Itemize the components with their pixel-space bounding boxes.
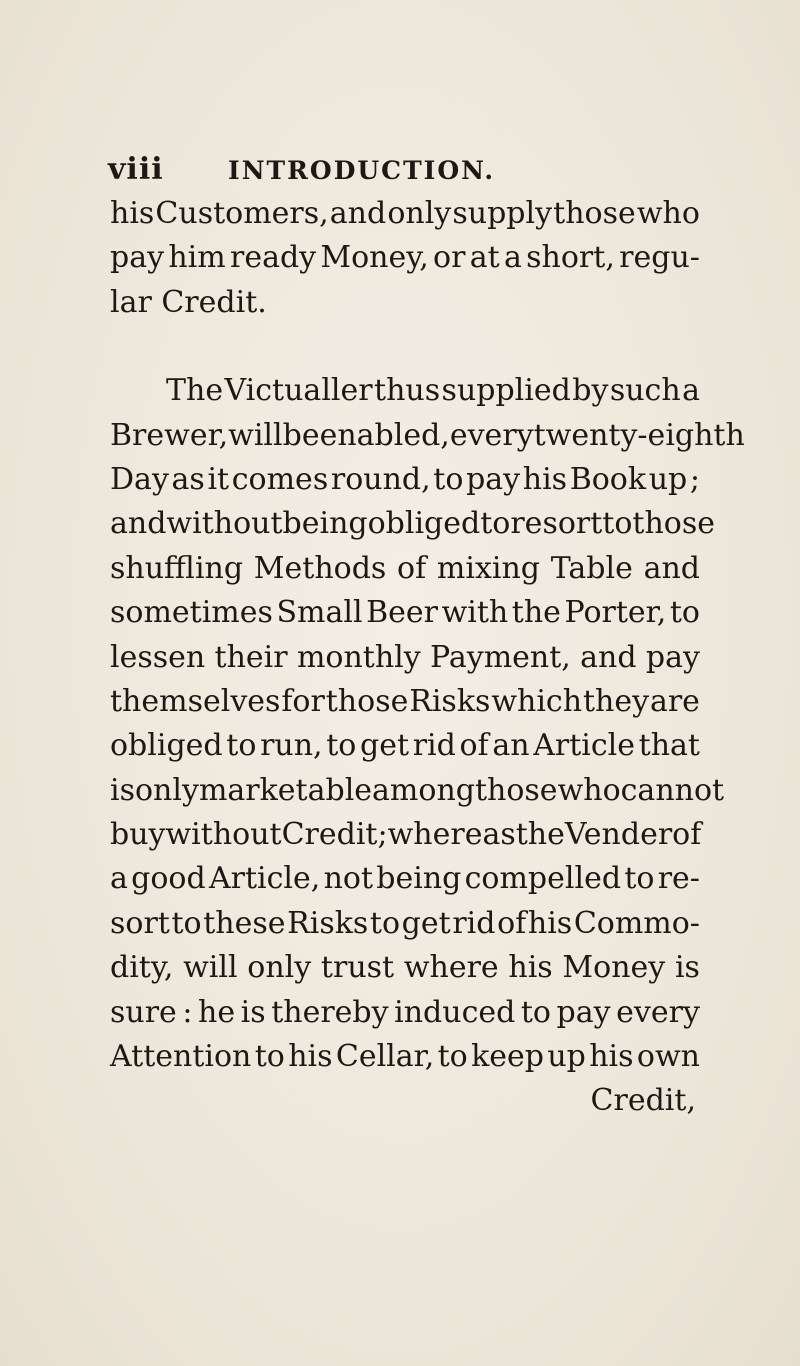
word: Beer bbox=[366, 595, 439, 631]
word: Payment, bbox=[430, 639, 571, 675]
word: his bbox=[288, 1039, 333, 1075]
text-line bbox=[110, 680, 700, 724]
running-title: INTRODUCTION. bbox=[228, 156, 496, 185]
text-line bbox=[110, 857, 700, 901]
word: every bbox=[616, 994, 700, 1030]
word: short, bbox=[526, 240, 615, 276]
word: and bbox=[580, 639, 637, 675]
word: Victualler bbox=[224, 373, 373, 409]
text-line bbox=[110, 813, 700, 857]
word: every bbox=[449, 417, 534, 453]
word: mixing bbox=[436, 550, 541, 586]
text-line bbox=[110, 458, 700, 502]
word: to bbox=[624, 861, 655, 897]
word: being bbox=[376, 861, 462, 897]
word: obliged bbox=[367, 506, 481, 542]
body-text bbox=[110, 192, 745, 1124]
word: thereby bbox=[271, 994, 389, 1030]
word: only bbox=[247, 950, 312, 986]
word: is bbox=[674, 950, 700, 986]
word: an bbox=[492, 728, 530, 764]
word: which bbox=[491, 683, 583, 719]
text-line bbox=[110, 192, 700, 236]
word: to bbox=[369, 905, 401, 941]
word: lar Credit. bbox=[110, 284, 267, 320]
word: not bbox=[323, 861, 374, 897]
word: ready bbox=[229, 240, 317, 276]
word: trust bbox=[320, 950, 395, 986]
word: the bbox=[515, 817, 565, 853]
word: to bbox=[226, 728, 257, 764]
word: pay bbox=[556, 994, 611, 1030]
word: his bbox=[527, 905, 573, 941]
word: those bbox=[632, 506, 716, 542]
word: is bbox=[110, 772, 135, 808]
word: to bbox=[437, 1039, 468, 1075]
word: Porter, bbox=[564, 595, 667, 631]
word: and bbox=[643, 550, 700, 586]
word: lessen bbox=[110, 639, 206, 675]
word: Risks bbox=[287, 905, 369, 941]
word: Methods bbox=[253, 550, 387, 586]
word: obliged bbox=[110, 728, 223, 764]
word: induced bbox=[394, 994, 516, 1030]
word: resort bbox=[510, 506, 603, 542]
word: pay bbox=[110, 240, 165, 276]
word: for bbox=[281, 683, 325, 719]
word: shuffling bbox=[110, 550, 244, 586]
word: Small bbox=[276, 595, 363, 631]
word: up bbox=[648, 461, 688, 497]
word: who bbox=[636, 196, 700, 231]
word: his bbox=[589, 1039, 634, 1075]
word: only bbox=[387, 196, 452, 231]
text-line bbox=[110, 236, 700, 280]
text-line bbox=[110, 636, 700, 680]
word: those bbox=[553, 196, 636, 231]
word: the bbox=[511, 595, 561, 631]
word: a bbox=[682, 373, 700, 409]
word: by bbox=[572, 373, 609, 409]
word: round, bbox=[330, 461, 431, 497]
word: get bbox=[360, 728, 410, 764]
word: will bbox=[183, 950, 238, 986]
word: a bbox=[110, 861, 128, 897]
word: are bbox=[649, 683, 700, 719]
catchword-line bbox=[110, 1079, 700, 1123]
word: of bbox=[459, 728, 489, 764]
word: among bbox=[372, 772, 475, 808]
word: : bbox=[182, 994, 193, 1030]
word: rid bbox=[452, 905, 496, 941]
word: to bbox=[254, 1039, 285, 1075]
text-line bbox=[110, 591, 700, 635]
word: sort bbox=[110, 905, 170, 941]
word: compelled bbox=[464, 861, 622, 897]
word: Book bbox=[569, 461, 647, 497]
word: get bbox=[401, 905, 451, 941]
word: where bbox=[403, 950, 499, 986]
text-line bbox=[110, 991, 700, 1035]
word: enabled, bbox=[319, 417, 450, 453]
word: to bbox=[326, 728, 357, 764]
word: ; bbox=[689, 461, 700, 497]
word: Table bbox=[550, 550, 633, 586]
word: sure bbox=[110, 994, 177, 1030]
word: is bbox=[240, 994, 266, 1030]
word: him bbox=[168, 240, 226, 276]
paragraph-gap bbox=[110, 325, 700, 369]
word: to bbox=[669, 595, 700, 631]
word: without bbox=[165, 817, 282, 853]
word: Cellar, bbox=[335, 1039, 435, 1075]
text-line bbox=[110, 547, 700, 591]
word: rid bbox=[412, 728, 456, 764]
word: who bbox=[557, 772, 621, 808]
word: those bbox=[325, 683, 409, 719]
word: and bbox=[110, 506, 167, 542]
word: pay bbox=[645, 639, 700, 675]
word: supplied bbox=[441, 373, 571, 409]
word: own bbox=[636, 1039, 700, 1075]
text-line bbox=[110, 281, 700, 325]
word: Day bbox=[110, 461, 169, 497]
word: his bbox=[522, 461, 568, 497]
word: their bbox=[214, 639, 288, 675]
word: Brewer, bbox=[110, 417, 229, 453]
word: only bbox=[135, 772, 199, 808]
word: a bbox=[503, 240, 522, 276]
word: being bbox=[282, 506, 368, 542]
word: to bbox=[480, 506, 511, 542]
word: Article bbox=[533, 728, 636, 764]
word: twenty-eighth bbox=[533, 417, 745, 453]
word: he bbox=[198, 994, 236, 1030]
word: of bbox=[672, 817, 702, 853]
word: whereas bbox=[387, 817, 516, 853]
text-line bbox=[110, 724, 700, 768]
word: monthly bbox=[296, 639, 421, 675]
word: ; bbox=[377, 817, 388, 853]
word: Customers, bbox=[155, 196, 329, 231]
text-line bbox=[110, 369, 700, 413]
word: they bbox=[582, 683, 650, 719]
word: Money, bbox=[320, 240, 429, 276]
word: Commo- bbox=[573, 905, 700, 941]
word: without bbox=[166, 506, 283, 542]
word: Risks bbox=[409, 683, 491, 719]
word: those bbox=[474, 772, 558, 808]
word: cannot bbox=[620, 772, 725, 808]
page-number: viii bbox=[108, 152, 164, 187]
word: up bbox=[547, 1039, 586, 1075]
word: these bbox=[203, 905, 286, 941]
text-line bbox=[110, 414, 745, 458]
word: such bbox=[609, 373, 681, 409]
text-line bbox=[110, 502, 716, 546]
word: of bbox=[397, 550, 427, 586]
word: sometimes bbox=[110, 595, 273, 631]
word: re- bbox=[657, 861, 700, 897]
word: comes bbox=[231, 461, 329, 497]
word: Money bbox=[562, 950, 666, 986]
word: buy bbox=[110, 817, 166, 853]
word: at bbox=[469, 240, 500, 276]
text-line bbox=[110, 902, 700, 946]
word: marketable bbox=[198, 772, 373, 808]
word: themselves bbox=[110, 683, 281, 719]
running-head bbox=[108, 152, 708, 192]
catchword: Credit, bbox=[590, 1083, 696, 1119]
word: run, bbox=[260, 728, 323, 764]
word: be bbox=[282, 417, 320, 453]
word: The bbox=[166, 373, 224, 409]
word: of bbox=[497, 905, 527, 941]
word: or bbox=[433, 240, 466, 276]
word: that bbox=[638, 728, 700, 764]
word: keep bbox=[471, 1039, 544, 1075]
word: and bbox=[329, 196, 387, 231]
word: will bbox=[228, 417, 283, 453]
word: supply bbox=[452, 196, 553, 231]
word: pay bbox=[466, 461, 521, 497]
word: to bbox=[520, 994, 551, 1030]
word: his bbox=[110, 196, 155, 231]
word: with bbox=[441, 595, 509, 631]
word: to bbox=[433, 461, 464, 497]
word: Article, bbox=[208, 861, 321, 897]
word: thus bbox=[374, 373, 441, 409]
word: his bbox=[508, 950, 553, 986]
word: Vender bbox=[564, 817, 673, 853]
text-line bbox=[110, 946, 700, 990]
text-line bbox=[110, 769, 725, 813]
word: good bbox=[131, 861, 206, 897]
word: as bbox=[171, 461, 205, 497]
word: dity, bbox=[110, 950, 174, 986]
word: it bbox=[207, 461, 230, 497]
word: regu- bbox=[619, 240, 700, 276]
word: Attention bbox=[110, 1039, 252, 1075]
text-line bbox=[110, 1035, 700, 1079]
word: to bbox=[171, 905, 202, 941]
word: to bbox=[602, 506, 633, 542]
word: Credit bbox=[281, 817, 378, 853]
